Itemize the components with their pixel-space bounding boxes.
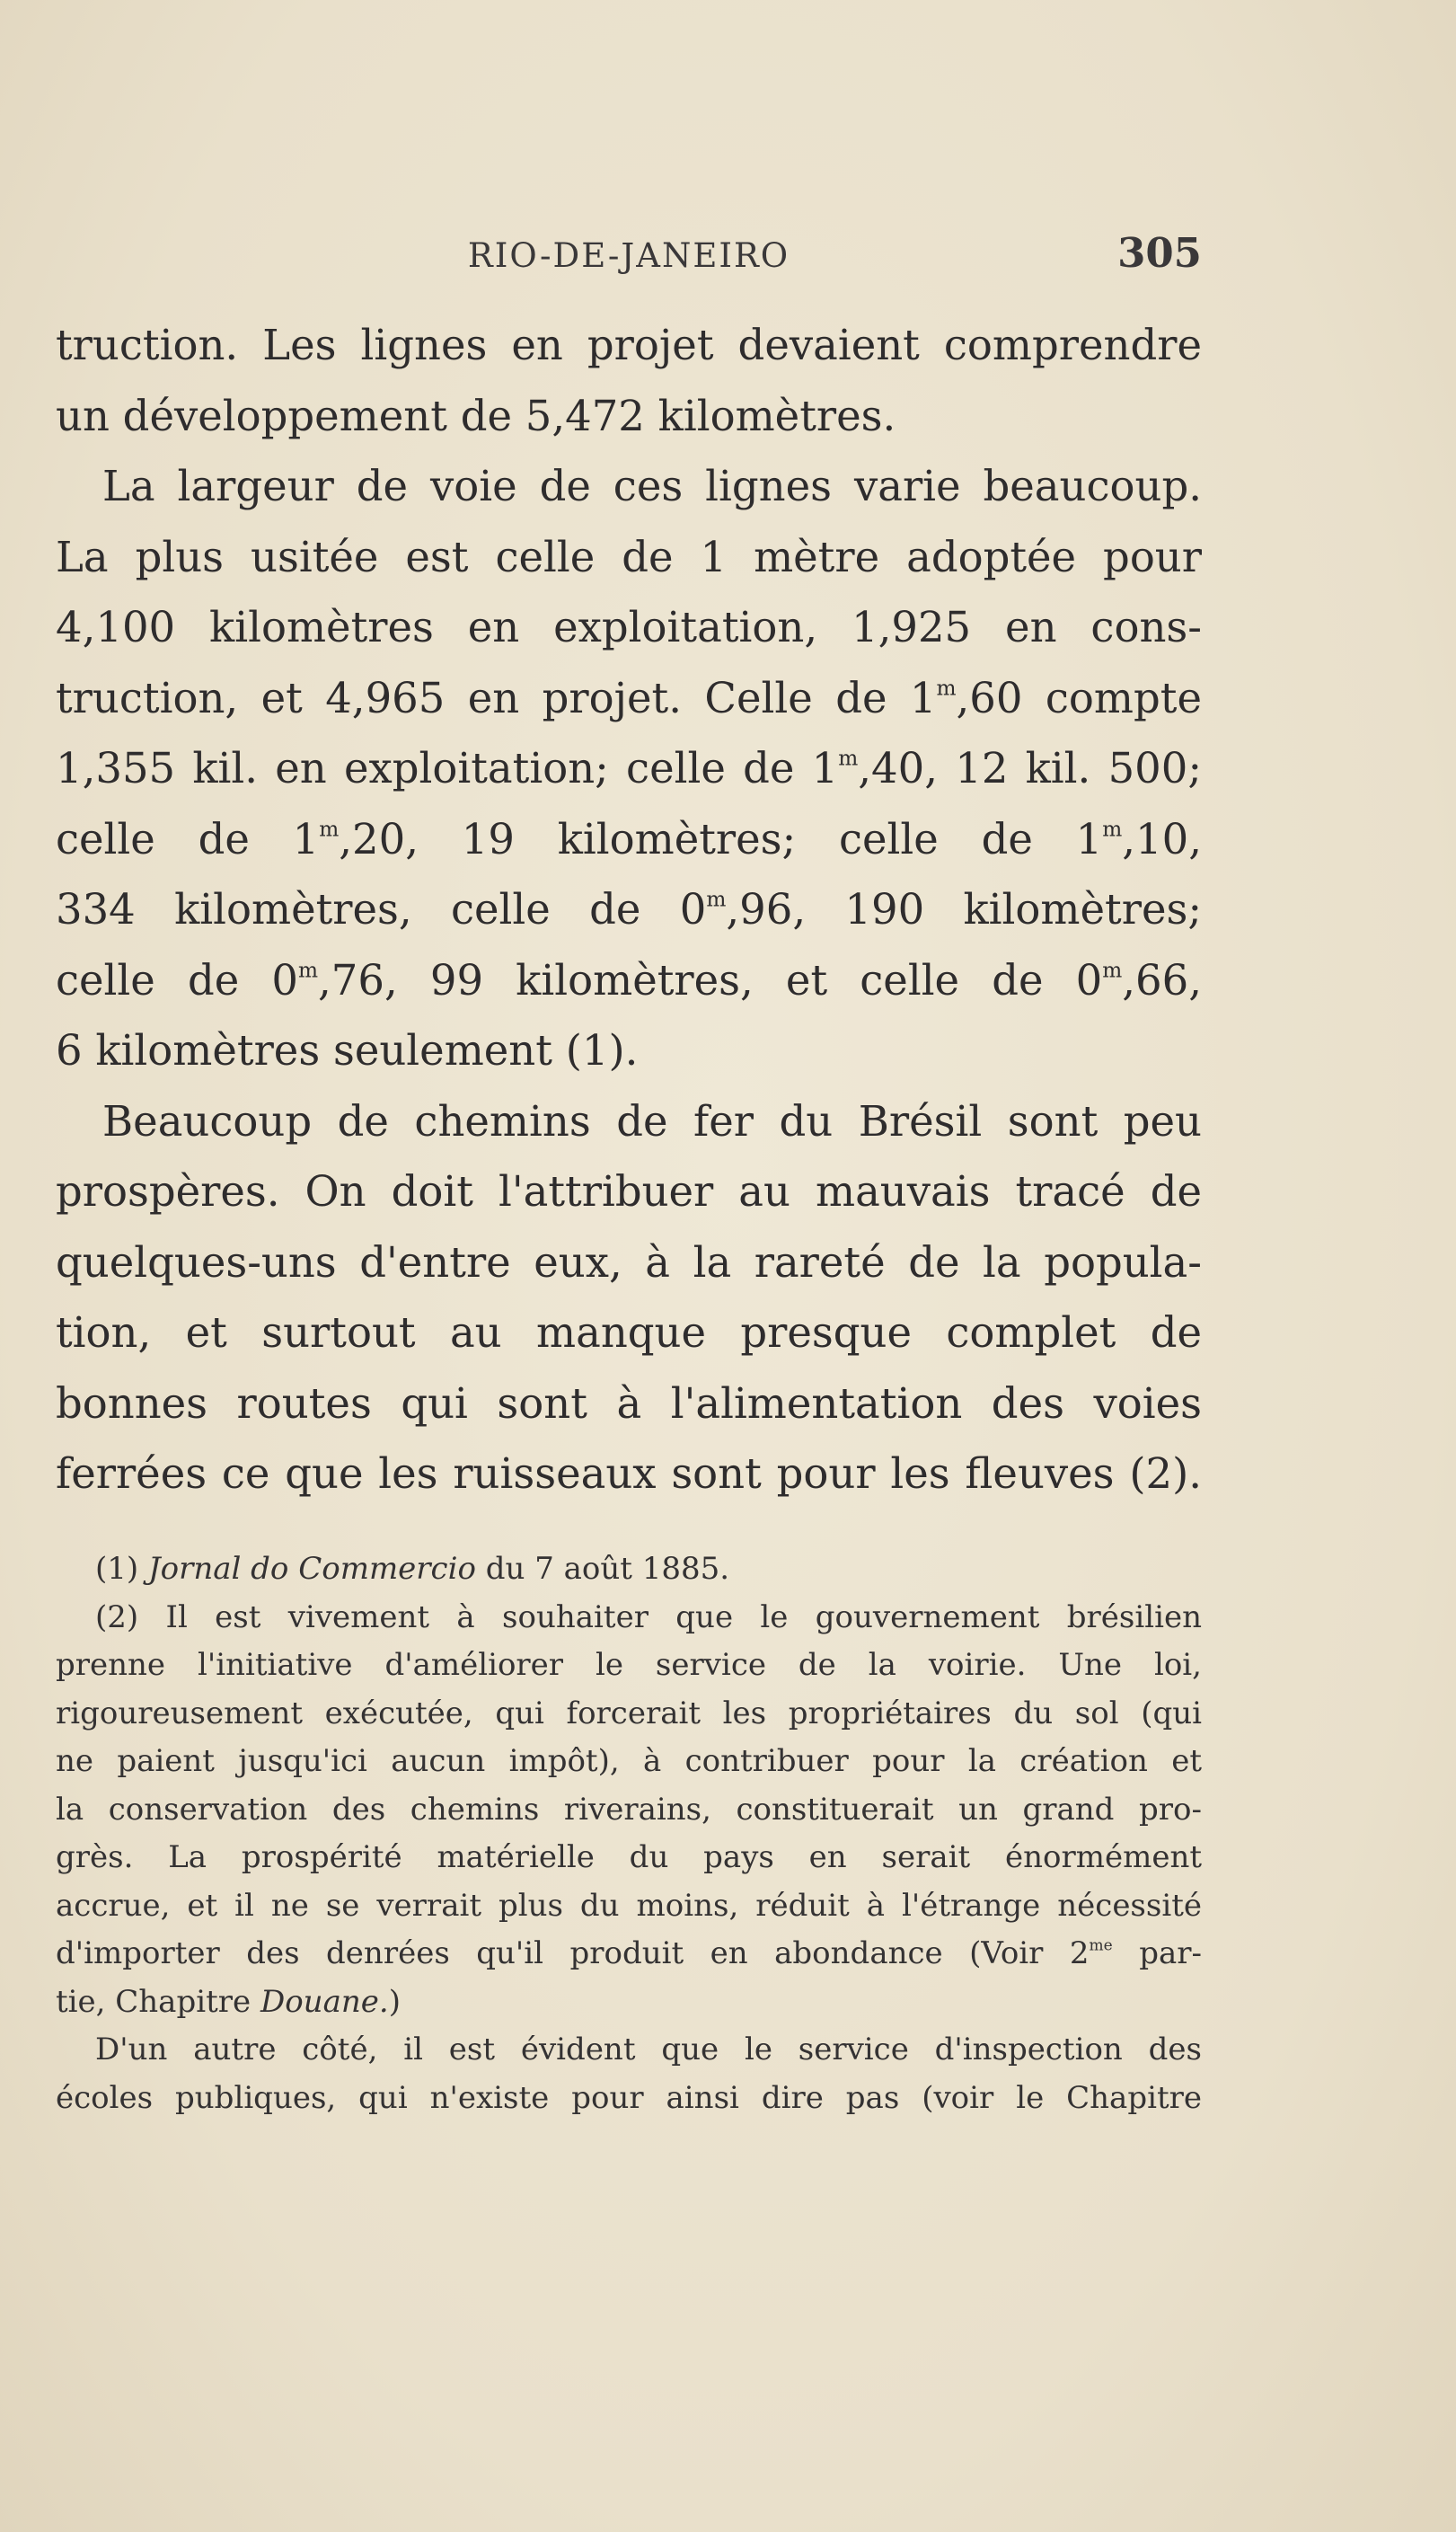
text-line: 4,100 kilomètres en exploitation, 1,925 en cons- xyxy=(56,603,1202,651)
footnote-line: la conservation des chemins riverains, constituerait un grand pro- xyxy=(56,1791,1202,1828)
page-number: 305 xyxy=(1117,229,1202,277)
text-line: un développement de 5,472 kilomètres. xyxy=(56,391,896,440)
text-line: quelques-uns d'entre eux, à la rareté de la popula- xyxy=(56,1237,1202,1287)
text-line: bonnes routes qui sont à l'alimentation des voies xyxy=(56,1378,1202,1428)
footnote-line: grès. La prospérité matérielle du pays en serait énormément xyxy=(56,1839,1202,1875)
text-line: truction, et 4,965 en projet. Celle de 1$^m$,60 compte xyxy=(56,673,1202,722)
text-line: 334 kilomètres, celle de 0$^m$,96, 190 kilomètres; xyxy=(56,885,1202,934)
text-line: truction. Les lignes en projet devaient comprendre xyxy=(56,321,1202,369)
text-line: prospères. On doit l'attribuer au mauvais tracé de xyxy=(56,1167,1202,1216)
footnote-line: tie, Chapitre Douane.) xyxy=(56,1983,401,2020)
text-line: Beaucoup de chemins de fer du Brésil sont peu xyxy=(102,1096,1202,1146)
footnotes xyxy=(56,1545,1202,2122)
footnote-line: ne paient jusqu'ici aucun impôt), à contribuer pour la création et xyxy=(56,1743,1202,1779)
text-line: 1,355 kil. en exploitation; celle de 1$^m$,40, 12 kil. 500; xyxy=(56,744,1202,792)
running-title: RIO-DE-JANEIRO xyxy=(467,236,790,275)
text-line: ferrées ce que les ruisseaux sont pour les fleuves (2). xyxy=(56,1449,1202,1498)
text-line: tion, et surtout au manque presque complet de xyxy=(56,1308,1202,1357)
footnote-line: rigoureusement exécutée, qui forcerait les propriétaires du sol (qui xyxy=(56,1695,1202,1731)
footnote-line: écoles publiques, qui n'existe pour ainsi dire pas (voir le Chapitre xyxy=(56,2079,1202,2116)
text-line: La plus usitée est celle de 1 mètre adoptée pour xyxy=(56,532,1202,581)
footnote-line: (2) Il est vivement à souhaiter que le gouvernement brésilien xyxy=(95,1598,1202,1635)
footnote-1: (1) Jornal do Commercio du 7 août 1885. xyxy=(95,1551,730,1587)
footnote-line: accrue, et il ne se verrait plus du moins, réduit à l'étrange nécessité xyxy=(56,1887,1202,1924)
footnote-line: prenne l'initiative d'améliorer le service de la voirie. Une loi, xyxy=(56,1647,1202,1683)
footnote-line: d'importer des denrées qu'il produit en abondance (Voir $2^{me}$ par- xyxy=(56,1935,1202,1971)
text-line: celle de 0$^m$,76, 99 kilomètres, et celle de 0$^m$,66, xyxy=(56,955,1202,1005)
text-line: celle de 1$^m$,20, 19 kilomètres; celle de 1$^m$,10, xyxy=(56,814,1202,863)
running-head xyxy=(56,229,1202,283)
text-line: La largeur de voie de ces lignes varie beaucoup. xyxy=(102,462,1202,510)
body-text xyxy=(56,310,1202,1509)
text-line: 6 kilomètres seulement (1). xyxy=(56,1026,639,1075)
footnote-line: D'un autre côté, il est évident que le service d'inspection des xyxy=(95,2032,1202,2067)
